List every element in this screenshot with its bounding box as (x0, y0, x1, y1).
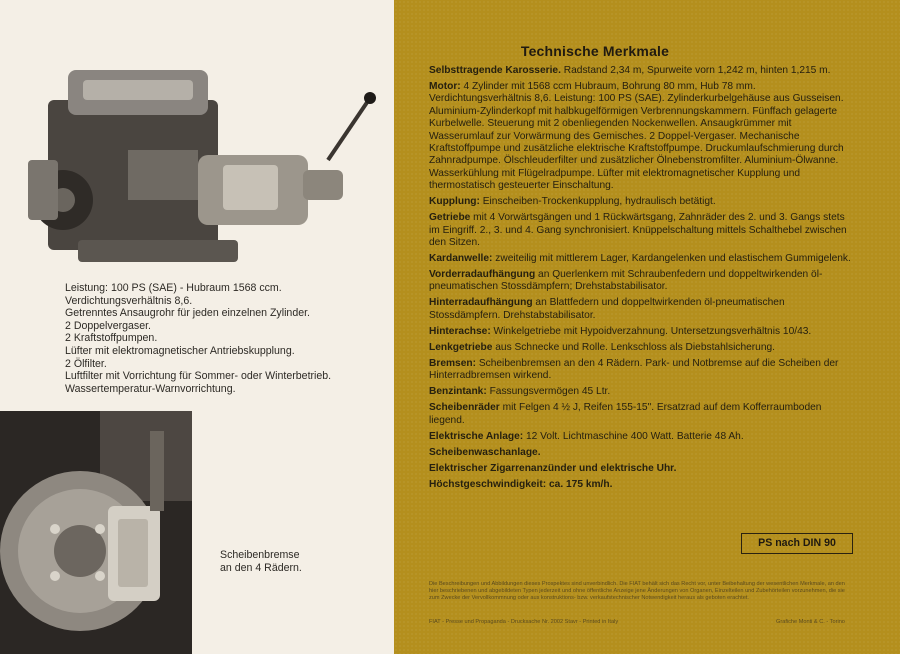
spec-label: Vorderradaufhängung (429, 269, 536, 281)
footer-imprint: FIAT - Presse und Propaganda - Drucksache Nr. 2002 Stavr - Printed in Italy (429, 619, 619, 625)
spec-item (429, 358, 854, 383)
spec-item (429, 479, 854, 491)
spec-label: Kardanwelle: (429, 253, 493, 265)
spec-item (429, 463, 854, 475)
spec-label: Kupplung: (429, 196, 480, 208)
spec-label: Selbsttragende Karosserie. (429, 65, 561, 76)
spec-label: Hinterradaufhängung (429, 297, 533, 309)
spec-item (429, 386, 854, 398)
spec-text: aus Schnecke und Rolle. Lenkschloss als Diebstahlsicherung. (492, 341, 776, 353)
spec-label: Elektrischer Zigarrenanzünder und elektrische Uhr. (429, 462, 677, 474)
spec-list (429, 65, 854, 495)
brake-caption-line: Scheibenbremse (220, 549, 300, 561)
engine-caption (65, 282, 390, 395)
spec-item (429, 297, 854, 322)
spec-text: 12 Volt. Lichtmaschine 400 Watt. Batterie 48 Ah. (523, 430, 744, 442)
spec-text: Winkelgetriebe mit Hypoidverzahnung. Untersetzungsverhältnis 10/43. (490, 325, 812, 337)
spec-label: Getriebe (429, 212, 471, 224)
engine-caption-line: Getrenntes Ansaugrohr für jeden einzelnen Zylinder. (65, 307, 310, 320)
left-panel (0, 0, 394, 654)
spec-text: Einscheiben-Trockenkupplung, hydraulisch betätigt. (479, 196, 716, 208)
engine-caption-line: Lüfter mit elektromagnetischer Antriebskupplung. (65, 344, 295, 357)
spec-label: Höchstgeschwindigkeit: ca. 175 km/h. (429, 478, 613, 490)
brake-caption-line: an den 4 Rädern. (220, 562, 302, 574)
engine-gearbox-photo (8, 60, 380, 278)
spec-label: Hinterachse: (429, 325, 491, 337)
engine-caption-line: 2 Doppelvergaser. (65, 319, 151, 332)
spec-text: an Querlenkern mit Schraubenfedern und doppeltwirkenden öl-pneumatischen Stossdämpfern; Drehstabstabilisator. (429, 269, 823, 293)
spec-label: Lenkgetriebe (429, 341, 493, 353)
spec-item (429, 212, 854, 249)
spec-item (429, 431, 854, 443)
footer-printer: Grafiche Monti & C. - Torino (776, 619, 845, 625)
engine-caption-line: Leistung: 100 PS (SAE) - Hubraum 1568 ccm. (65, 282, 282, 294)
spec-text: Scheibenbremsen an den 4 Rädern. Park- und Notbremse auf die Scheiben der Hinterradbremsen wirkend. (429, 357, 839, 382)
ps-din-box: PS nach DIN 90 (741, 533, 853, 554)
disclaimer-text: Die Beschreibungen und Abbildungen dieses Prospektes sind unverbindlich. Die FIAT behält sich das Recht vor, unter Beibehaltung der wesentlichen Merkmale, an den hier beschriebenen und abgebildeten Typen jederzeit und ohne öffentliche Anzeige jene Änderungen von Organen, Einzelteilen und Zubehörteilen vorzunehmen, die sie zum Zwecke der Vervollkommnung oder aus konstruktions- bzw. verkaufstechnischer Notwendigkeit heraus als geboten erachtet. (429, 581, 845, 602)
spec-item (429, 342, 854, 354)
spec-text: mit Felgen 4 ½ J, Reifen 155-15". Ersatzrad auf dem Kofferraumboden liegend. (429, 402, 822, 426)
engine-caption-line: Wassertemperatur-Warnvorrichtung. (65, 382, 236, 395)
spec-text: mit 4 Vorwärtsgängen und 1 Rückwärtsgang, Zahnräder des 2. und 3. Gangs stets im Eingriff. 2., 3. und 4. Gang synchronisiert. Knüppelschaltung mittels Schalthebel zwischen den Sitzen. (429, 212, 847, 249)
spec-text: zweiteilig mit mittlerem Lager, Kardangelenken und elastischem Gummigelenk. (492, 253, 851, 265)
spec-text: 4 Zylinder mit 1568 ccm Hubraum, Bohrung 80 mm, Hub 78 mm. Verdichtungsverhältnis 8,6. Leistung: 100 PS (SAE). Zylinderkurbelgehäuse aus Gusseisen. Aluminium-Zylinderkopf mit halbkugelförmigen Verbrennungskammern. Fünffach gelagerte Kurbelwelle. Steuerung mit 2 obenliegenden Nockenwellen. Ansaugkrümmer mit Wasserumlauf zur Vorwärmung des Gemisches. 2 Doppel-Vergaser. Mechanische Kraftstoffpumpe und zusätzliche elektrische Kraftstoffpumpe. Druckumlaufschmierung durch Zahnradpumpe. Ölschleuderfilter und zusätzlicher Ölnebenstromfilter. Aluminium-Ölwanne. Wasserkühlung mit Flügelradpumpe. Lüfter mit elektromagnetischer Kupplung und thermostatisch gesteuerter Einschaltung. (429, 81, 844, 192)
engine-caption-line: 2 Kraftstoffpumpen. (65, 332, 158, 345)
spec-label: Benzintank: (429, 386, 487, 398)
spec-text: an Blattfedern und doppeltwirkenden öl-pneumatischen Stossdämpfern. Drehstabstabilisator. (429, 297, 785, 321)
spec-item (429, 196, 854, 208)
spec-label: Scheibenräder (429, 402, 500, 414)
brake-caption (220, 549, 302, 575)
spec-item (429, 269, 854, 294)
disc-brake-photo (0, 411, 192, 654)
engine-caption-line: 2 Ölfilter. (65, 357, 107, 370)
spec-label: Scheibenwaschanlage. (429, 446, 541, 458)
engine-caption-line: Verdichtungsverhältnis 8,6. (65, 294, 193, 307)
spec-text: Fassungsvermögen 45 Ltr. (486, 386, 611, 398)
spec-text: Radstand 2,34 m, Spurweite vorn 1,242 m, hinten 1,215 m. (560, 65, 831, 76)
spec-item (429, 447, 854, 459)
spec-label: Motor: (429, 81, 461, 92)
engine-caption-line: Luftfilter mit Vorrichtung für Sommer- oder Winterbetrieb. (65, 370, 332, 383)
spec-item (429, 402, 854, 427)
page-title: Technische Merkmale (520, 43, 670, 59)
spec-item (429, 81, 854, 193)
spec-item (429, 253, 854, 265)
spec-item (429, 65, 854, 77)
spec-label: Elektrische Anlage: (429, 430, 524, 442)
spec-item (429, 326, 854, 338)
spec-label: Bremsen: (429, 357, 476, 369)
